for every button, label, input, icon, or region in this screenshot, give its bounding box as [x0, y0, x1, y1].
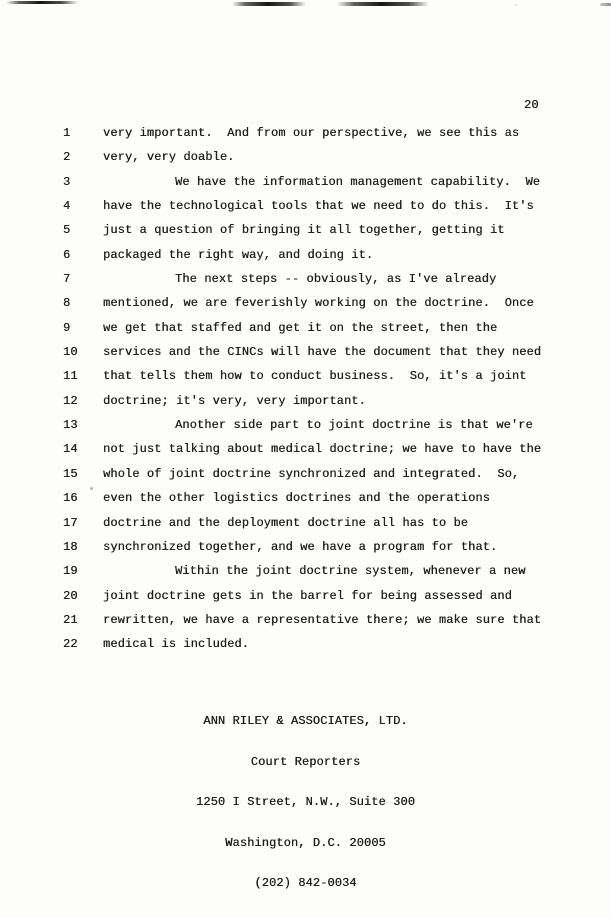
transcript-line	[0, 340, 611, 364]
line-text: mentioned, we are feverishly working on the doctrine. Once	[103, 296, 534, 311]
transcript-line	[0, 535, 611, 559]
line-number: 7	[63, 272, 71, 287]
reporter-street-address: 1250 I Street, N.W., Suite 300	[195, 795, 416, 809]
reporter-city-address: Washington, D.C. 20005	[225, 835, 386, 850]
line-number: 22	[63, 637, 78, 652]
transcript-line	[0, 511, 611, 535]
line-text: even the other logistics doctrines and the operations	[103, 491, 490, 506]
line-text: very important. And from our perspective, we see this as	[103, 126, 520, 140]
scan-speck-artifact	[515, 4, 517, 6]
transcript-line	[0, 145, 611, 169]
transcript-line	[0, 559, 611, 583]
transcript-line	[0, 218, 611, 242]
line-text: synchronized together, and we have a program for that.	[103, 539, 498, 554]
transcript-line	[0, 632, 611, 656]
line-text: just a question of bringing it all together, getting it	[103, 223, 505, 238]
transcript-line	[0, 486, 611, 510]
line-number: 18	[63, 539, 78, 554]
transcript-line	[0, 389, 611, 413]
transcript-line	[0, 413, 611, 437]
transcript-line	[0, 364, 611, 388]
line-number: 19	[63, 564, 78, 579]
line-text: medical is included.	[103, 637, 250, 652]
line-text: rewritten, we have a representative there; we make sure that	[103, 612, 542, 627]
line-number: 11	[63, 369, 78, 384]
scan-streak-artifact	[600, 3, 611, 6]
line-text: whole of joint doctrine synchronized and integrated. So,	[103, 466, 520, 481]
line-number: 15	[63, 466, 78, 481]
line-text: very, very doable.	[103, 150, 235, 165]
line-text: not just talking about medical doctrine; we have to have the	[103, 442, 542, 457]
line-number: 1	[63, 126, 71, 140]
transcript-line	[0, 584, 611, 608]
page-number: 20	[524, 98, 539, 112]
line-number: 3	[63, 174, 71, 189]
line-text: services and the CINCs will have the document that they need	[103, 345, 542, 360]
line-number: 14	[63, 442, 78, 457]
reporter-footer	[0, 688, 611, 918]
transcript-line	[0, 267, 611, 291]
transcript-line	[0, 291, 611, 315]
line-number: 13	[63, 418, 78, 433]
transcript-line	[0, 316, 611, 340]
line-number: 20	[63, 588, 78, 603]
transcript-line	[0, 121, 611, 145]
line-text: that tells them how to conduct business. So, it's a joint	[103, 369, 527, 384]
transcript-line	[0, 608, 611, 632]
line-number: 12	[63, 393, 78, 408]
reporter-name: ANN RILEY & ASSOCIATES, LTD.	[203, 714, 408, 728]
line-text: The next steps -- obviously, as I've already	[175, 272, 497, 287]
line-number: 16	[63, 491, 78, 506]
transcript-line	[0, 194, 611, 218]
transcript	[0, 121, 611, 657]
line-text: have the technological tools that we need to do this. It's	[103, 199, 534, 214]
scan-streak-artifact	[6, 1, 78, 4]
line-text: we get that staffed and get it on the street, then the	[103, 320, 498, 335]
line-text: doctrine; it's very, very important.	[103, 393, 366, 408]
line-text: We have the information management capability. We	[175, 174, 541, 189]
line-number: 5	[63, 223, 71, 238]
line-number: 6	[63, 247, 71, 262]
scan-streak-artifact	[337, 2, 429, 6]
line-text: doctrine and the deployment doctrine all has to be	[103, 515, 469, 530]
line-number: 17	[63, 515, 78, 530]
transcript-line	[0, 462, 611, 486]
line-number: 2	[63, 150, 71, 165]
transcript-line	[0, 243, 611, 267]
transcript-line	[0, 437, 611, 461]
reporter-phone: (202) 842-0034	[254, 876, 357, 890]
line-number: 9	[63, 320, 71, 335]
line-text: joint doctrine gets in the barrel for being assessed and	[103, 588, 512, 603]
transcript-line	[0, 170, 611, 194]
line-text: Within the joint doctrine system, whenever a new	[175, 564, 526, 579]
line-number: 21	[63, 612, 78, 627]
reporter-title: Court Reporters	[250, 754, 361, 769]
line-number: 4	[63, 199, 71, 214]
line-text: packaged the right way, and doing it.	[103, 247, 374, 262]
line-text: Another side part to joint doctrine is that we're	[175, 418, 533, 433]
line-number: 8	[63, 296, 71, 311]
line-number: 10	[63, 345, 78, 360]
scan-streak-artifact	[232, 2, 306, 6]
